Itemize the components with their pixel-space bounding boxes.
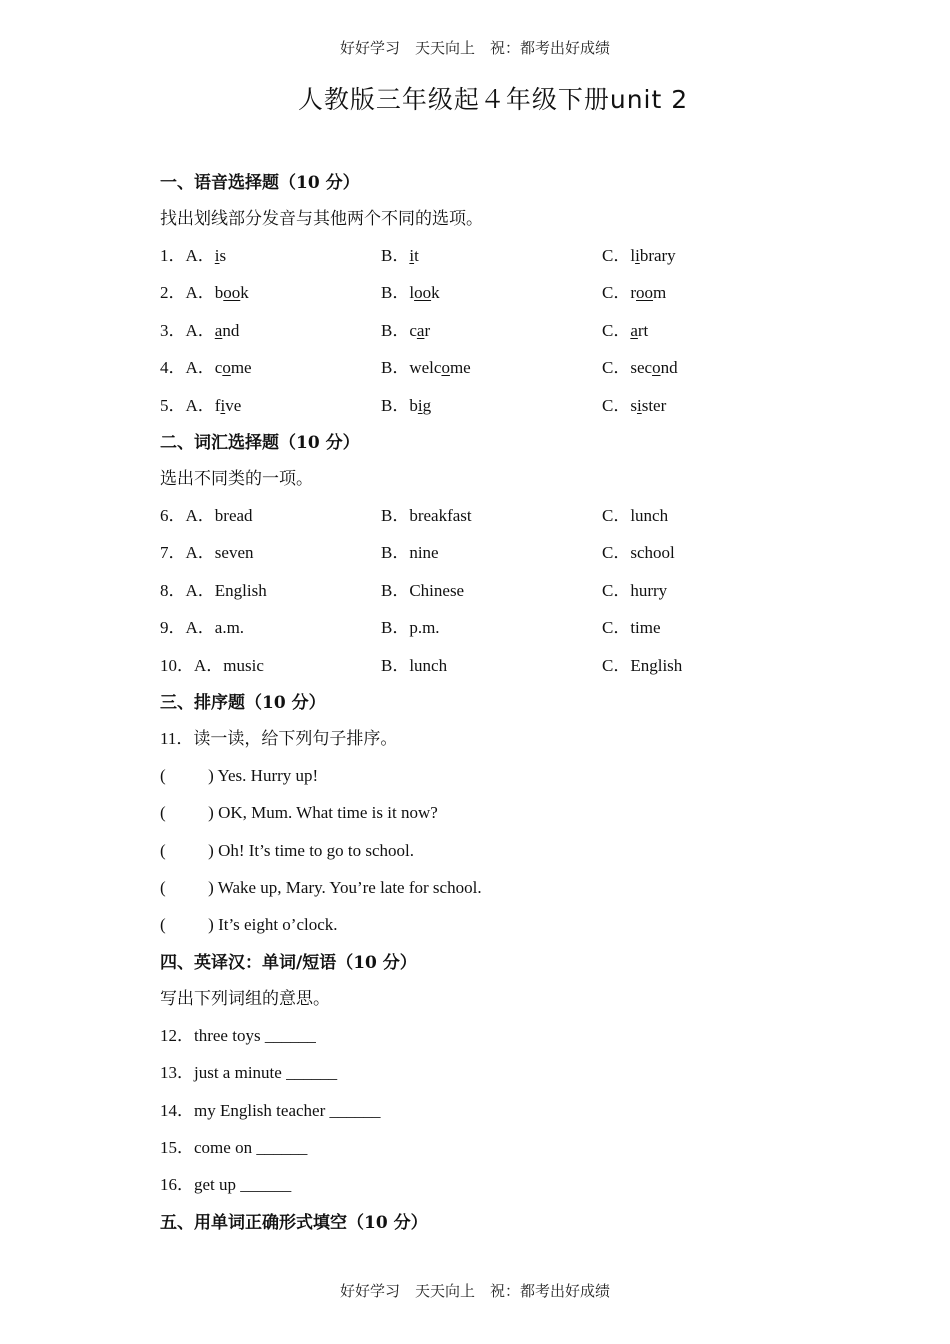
option-label: 3．A． (160, 320, 215, 340)
option-b (381, 241, 419, 271)
underlined-sound: o (222, 358, 231, 378)
underlined-sound: i (214, 246, 220, 265)
option-label: 5．A． (160, 395, 215, 415)
underlined-sound: i (409, 246, 415, 265)
translation-item: 12．three toys ______ (160, 1025, 316, 1045)
word-suffix: me (449, 358, 471, 378)
option-a (160, 316, 239, 346)
option-c: C．lunch (602, 505, 669, 525)
option-b (381, 391, 431, 421)
option-label: C． (602, 395, 631, 415)
option-a (160, 353, 252, 383)
option-b (381, 316, 430, 346)
ordering-sentence: ( ) Wake up, Mary. You’re late for school. (160, 878, 482, 898)
word-prefix: c (409, 320, 417, 340)
word-prefix: welc (409, 358, 442, 378)
ordering-sentence: ( ) It’s eight o’clock. (160, 915, 338, 935)
option-b (381, 278, 440, 308)
worksheet-body (160, 168, 860, 1244)
option-b (381, 353, 471, 383)
page-header: 好好学习 天天向上 祝：都考出好成绩 (339, 41, 610, 57)
word-prefix: l (630, 246, 636, 265)
section-instruction-2: 选出不同类的一项。 (160, 468, 313, 488)
word-suffix: nd (222, 320, 240, 340)
word-suffix: me (230, 358, 252, 378)
option-label: C． (602, 358, 631, 378)
section-heading-3: 三、排序题（10 分） (160, 692, 326, 713)
translation-item: 14．my English teacher ______ (160, 1100, 381, 1120)
option-a: 10．A．music (160, 655, 264, 675)
question-row (160, 651, 860, 688)
word-suffix: r (424, 320, 431, 340)
option-a: 8．A．English (160, 580, 267, 600)
word-suffix: nd (660, 358, 678, 378)
option-a (160, 278, 249, 308)
ordering-sentence: ( ) Yes. Hurry up! (160, 765, 319, 785)
question-row (160, 391, 860, 428)
option-c (602, 391, 666, 421)
word-suffix: k (240, 283, 249, 303)
option-label: 2．A． (160, 283, 215, 303)
question-row (160, 576, 860, 613)
word-suffix: s (219, 246, 227, 265)
option-label: B． (381, 283, 410, 303)
option-b: B．breakfast (381, 505, 472, 525)
translation-item: 16．get up ______ (160, 1175, 292, 1195)
ordering-sentence: ( ) Oh! It’s time to go to school. (160, 840, 415, 860)
word-prefix: l (409, 283, 415, 303)
underlined-sound: o (652, 358, 661, 378)
question-row (160, 241, 860, 278)
option-c (602, 278, 666, 308)
word-suffix: ster (641, 395, 667, 415)
option-label: 1．A． (160, 246, 215, 265)
section-instruction-3: 11．读一读，给下列句子排序。 (160, 728, 398, 748)
option-b: B．lunch (381, 655, 448, 675)
option-label: B． (381, 395, 410, 415)
option-label: B． (381, 320, 410, 340)
page-footer: 好好学习 天天向上 祝：都考出好成绩 (339, 1284, 610, 1300)
option-label: C． (602, 283, 631, 303)
underlined-sound: oo (636, 283, 654, 303)
underlined-sound: i (220, 395, 226, 415)
question-row (160, 316, 860, 353)
question-row (160, 538, 860, 575)
option-c: C．time (602, 618, 661, 638)
phonics-questions (160, 241, 860, 428)
word-prefix: r (630, 283, 637, 303)
option-a: 7．A．seven (160, 543, 254, 563)
word-prefix: c (214, 358, 223, 378)
word-prefix: sec (630, 358, 653, 378)
option-c (602, 353, 678, 383)
option-a (160, 391, 241, 421)
option-c: C．school (602, 543, 675, 563)
page-title: 人教版三年级起４年级下册unit 2 (297, 85, 689, 114)
word-prefix: f (214, 395, 221, 415)
word-suffix: t (414, 246, 419, 265)
section-heading-4: 四、英译汉：单词/短语（10 分） (160, 952, 417, 973)
option-label: B． (381, 358, 410, 378)
underlined-sound: oo (223, 283, 241, 303)
translation-item: 13．just a minute ______ (160, 1063, 338, 1083)
section-instruction-4: 写出下列词组的意思。 (160, 988, 330, 1008)
underlined-sound: oo (414, 283, 432, 303)
vocab-questions (160, 501, 860, 688)
option-label: 4．A． (160, 358, 215, 378)
word-suffix: m (653, 283, 667, 303)
option-label: C． (602, 246, 631, 265)
question-row (160, 613, 860, 650)
underlined-sound: o (441, 358, 450, 378)
option-c: C．English (602, 655, 683, 675)
word-suffix: ve (225, 395, 242, 415)
section-heading-5: 五、用单词正确形式填空（10 分） (160, 1212, 428, 1233)
section-instruction-1: 找出划线部分发音与其他两个不同的选项。 (160, 209, 483, 228)
word-prefix: b (409, 395, 418, 415)
option-c: C．hurry (602, 580, 668, 600)
ordering-lines (160, 761, 860, 948)
option-b: B．nine (381, 543, 439, 563)
underlined-sound: i (635, 246, 640, 265)
underlined-sound: i (417, 395, 423, 415)
option-label: B． (381, 246, 410, 265)
word-prefix: s (630, 395, 637, 415)
underlined-sound: a (630, 320, 638, 340)
section-heading-1: 一、语音选择题（10 分） (160, 173, 360, 193)
option-c (602, 316, 648, 346)
option-b: B．p.m. (381, 618, 440, 638)
translation-lines (160, 1021, 860, 1208)
translation-item: 15．come on ______ (160, 1138, 308, 1158)
option-c (602, 241, 676, 271)
word-suffix: g (422, 395, 432, 415)
section-heading-2: 二、词汇选择题（10 分） (160, 432, 360, 453)
question-row (160, 278, 860, 315)
ordering-sentence: ( ) OK, Mum. What time is it now? (160, 803, 438, 823)
underlined-sound: a (214, 320, 223, 340)
word-suffix: k (431, 283, 440, 303)
word-suffix: brary (639, 246, 676, 265)
option-a (160, 241, 226, 271)
option-label: C． (602, 320, 631, 340)
underlined-sound: i (636, 395, 642, 415)
question-row (160, 353, 860, 390)
option-a: 9．A．a.m. (160, 618, 245, 638)
word-prefix: b (214, 283, 224, 303)
underlined-sound: a (416, 320, 425, 340)
option-b: B．Chinese (381, 580, 465, 600)
option-a: 6．A．bread (160, 505, 253, 525)
question-row (160, 501, 860, 538)
word-suffix: rt (637, 320, 649, 340)
